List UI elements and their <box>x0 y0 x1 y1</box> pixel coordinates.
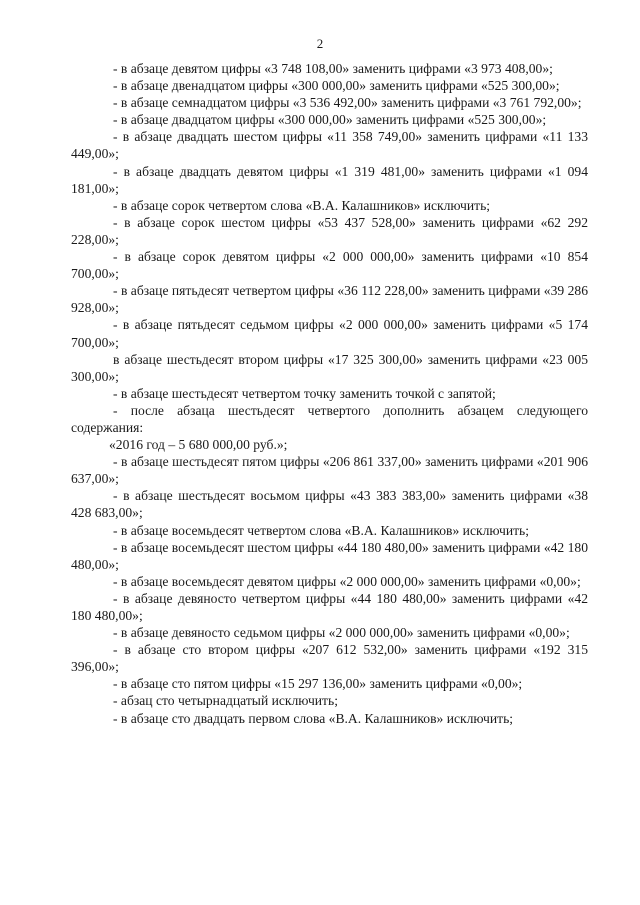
paragraph: - в абзаце сто втором цифры «207 612 532,00» заменить цифрами «192 315 396,00»; <box>71 642 588 675</box>
paragraph: - в абзаце сорок шестом цифры «53 437 528,00» заменить цифрами «62 292 228,00»; <box>71 214 588 247</box>
paragraph: - в абзаце сорок девятом цифры «2 000 000,00» заменить цифрами «10 854 700,00»; <box>71 249 588 282</box>
paragraph: - в абзаце шестьдесят восьмом цифры «43 383 383,00» заменить цифрами «38 428 683,00»; <box>71 488 588 521</box>
quoted-paragraph: «2016 год – 5 680 000,00 руб.»; <box>109 437 288 453</box>
paragraph: - в абзаце двадцать девятом цифры «1 319 481,00» заменить цифрами «1 094 181,00»; <box>71 163 588 196</box>
paragraph: - в абзаце пятьдесят четвертом цифры «36 112 228,00» заменить цифрами «39 286 928,00»; <box>71 283 588 316</box>
page-number: 2 <box>316 36 324 51</box>
paragraph: - в абзаце семнадцатом цифры «3 536 492,00» заменить цифрами «3 761 792,00»; <box>113 95 582 111</box>
paragraph: - в абзаце девятом цифры «3 748 108,00» заменить цифрами «3 973 408,00»; <box>113 61 553 76</box>
paragraph: - в абзаце сорок четвертом слова «В.А. Калашников» исключить; <box>113 197 491 213</box>
paragraph: - в абзаце восемьдесят девятом цифры «2 000 000,00» заменить цифрами «0,00»; <box>113 573 581 589</box>
paragraph: - в абзаце двенадцатом цифры «300 000,00» заменить цифрами «525 300,00»; <box>113 78 560 94</box>
paragraph: - в абзаце пятьдесят седьмом цифры «2 000 000,00» заменить цифрами «5 174 700,00»; <box>71 317 588 350</box>
paragraph: - в абзаце девяносто четвертом цифры «44 180 480,00» заменить цифрами «42 180 480,00»; <box>71 590 588 623</box>
paragraph: - после абзаца шестьдесят четвертого дополнить абзацем следующего содержания: <box>71 402 588 435</box>
paragraph: - в абзаце шестьдесят пятом цифры «206 861 337,00» заменить цифрами «201 906 637,00»; <box>71 454 588 487</box>
paragraph: в абзаце шестьдесят втором цифры «17 325 300,00» заменить цифрами «23 005 300,00»; <box>71 351 588 384</box>
paragraph: - в абзаце сто пятом цифры «15 297 136,00» заменить цифрами «0,00»; <box>113 676 523 692</box>
paragraph: - в абзаце двадцатом цифры «300 000,00» заменить цифрами «525 300,00»; <box>113 112 547 128</box>
paragraph: - в абзаце двадцать шестом цифры «11 358 749,00» заменить цифрами «11 133 449,00»; <box>71 129 588 162</box>
paragraph: - в абзаце девяносто седьмом цифры «2 000 000,00» заменить цифрами «0,00»; <box>113 625 570 641</box>
paragraph: - абзац сто четырнадцатый исключить; <box>113 693 338 709</box>
paragraph: - в абзаце сто двадцать первом слова «В.А. Калашников» исключить; <box>113 710 514 726</box>
paragraph: - в абзаце восемьдесят четвертом слова «В.А. Калашников» исключить; <box>113 522 530 538</box>
document-body <box>71 60 588 727</box>
paragraph: - в абзаце шестьдесят четвертом точку заменить точкой с запятой; <box>113 385 496 401</box>
paragraph: - в абзаце восемьдесят шестом цифры «44 180 480,00» заменить цифрами «42 180 480,00»; <box>71 539 588 572</box>
